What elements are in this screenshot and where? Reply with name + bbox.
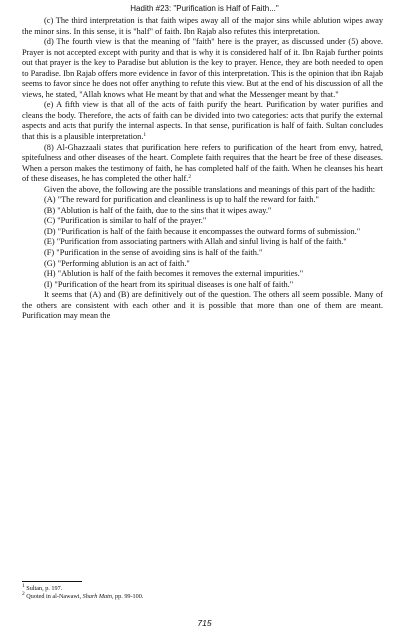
footnote-ref-2[interactable]: 2: [188, 174, 192, 181]
footnote-2-title: Sharh Matn: [82, 592, 112, 600]
meaning-i: (I) "Purification of the heart from its spiritual diseases is one half of faith.": [44, 279, 294, 289]
meaning-e: (E) "Purification from associating partners with Allah and sinful living is half of the faith.": [44, 237, 347, 247]
footnote-1-mark: 1: [22, 583, 25, 589]
paragraph-c: (c) The third interpretation is that faith wipes away all of the major sins while ablution wipes away the minor sins. In this sense, it is "half" of faith. Ibn Rajab also refutes this interpretation.: [22, 16, 383, 36]
paragraph-e: [22, 100, 383, 142]
paragraph-given: Given the above, the following are the possible translations and meanings of this part of the hadith:: [44, 184, 376, 194]
footnote-2: [22, 590, 383, 601]
footnote-ref-1[interactable]: 1: [143, 132, 147, 139]
running-header: Hadith #23: "Purification is Half of Faith...": [130, 4, 279, 13]
meaning-a: (A) "The reward for purification and cleanliness is up to half the reward for faith.": [44, 195, 319, 205]
page-number: 715: [197, 618, 212, 628]
meaning-d: (D) "Purification is half of the faith because it encompasses the outward forms of submission.": [44, 226, 361, 236]
footnotes: [22, 585, 383, 600]
meaning-g: (G) "Performing ablution is an act of faith.": [44, 258, 190, 268]
paragraph-8: [22, 143, 383, 185]
paragraph-8-text: (8) Al-Ghazzaali states that purification here refers to purification of the heart from envy, hatred, spitefulness and other diseases of the heart. Complete faith requires that the heart be free of these diseases. When a person makes the testimony of faith, he has completed half of the faith. When he cleanses his heart of these diseases, he has completed the other half.: [22, 142, 383, 184]
meaning-b: (B) "Ablution is half of the faith, due to the sins that it wipes away.": [44, 205, 272, 215]
main-text: [22, 16, 383, 322]
footnote-2-mark: 2: [22, 590, 25, 597]
paragraph-conclusion: It seems that (A) and (B) are definitively out of the question. The others all seem possible. Many of the others are consistent with each other and it is possible that more than one of them are meant. Purification may mean the: [22, 290, 383, 321]
footnote-divider: [22, 581, 82, 582]
meaning-c: (C) "Purification is similar to half of the prayer.": [44, 216, 207, 226]
footnote-1: [22, 585, 383, 593]
meaning-h: (H) "Ablution is half of the faith becomes it removes the external impurities.": [44, 269, 304, 279]
paragraph-e-text: (e) A fifth view is that all of the acts of faith purify the heart. Purification by water purifies and cleans the body. Therefore, the acts of faith can be divided into two categories: acts that purify the external aspects and acts that purify the internal aspects. In that sense, purification is half of faith. Sultan concludes that this is a plausible interpretation.: [22, 100, 383, 142]
meaning-f: (F) "Purification in the sense of avoiding sins is half of the faith.": [44, 248, 263, 258]
footnote-2-text-after: , pp. 99-100.: [111, 592, 144, 600]
footnote-1-text: Sultan, p. 197.: [26, 585, 63, 592]
footnote-2-text-before: Quoted in al-Nawawi,: [26, 592, 83, 600]
paragraph-d: (d) The fourth view is that the meaning of "faith" here is the prayer, as discussed under (5) above. Prayer is not accepted except with purity and that is why it is considered half of it. Ibn Rajab further points out that prayer is the key to Paradise but ablution is the key to prayer. Hence, they are both needed to open to Paradise. Ibn Rajab offers more evidence in favor of this interpretation. This is the opinion that ibn Rajab seems to favor since he does not offer anything to refute this view. But at the end of his discussion of all the views, he stated, "Allah knows what He meant by that and what the Messenger meant by that.": [22, 37, 383, 99]
